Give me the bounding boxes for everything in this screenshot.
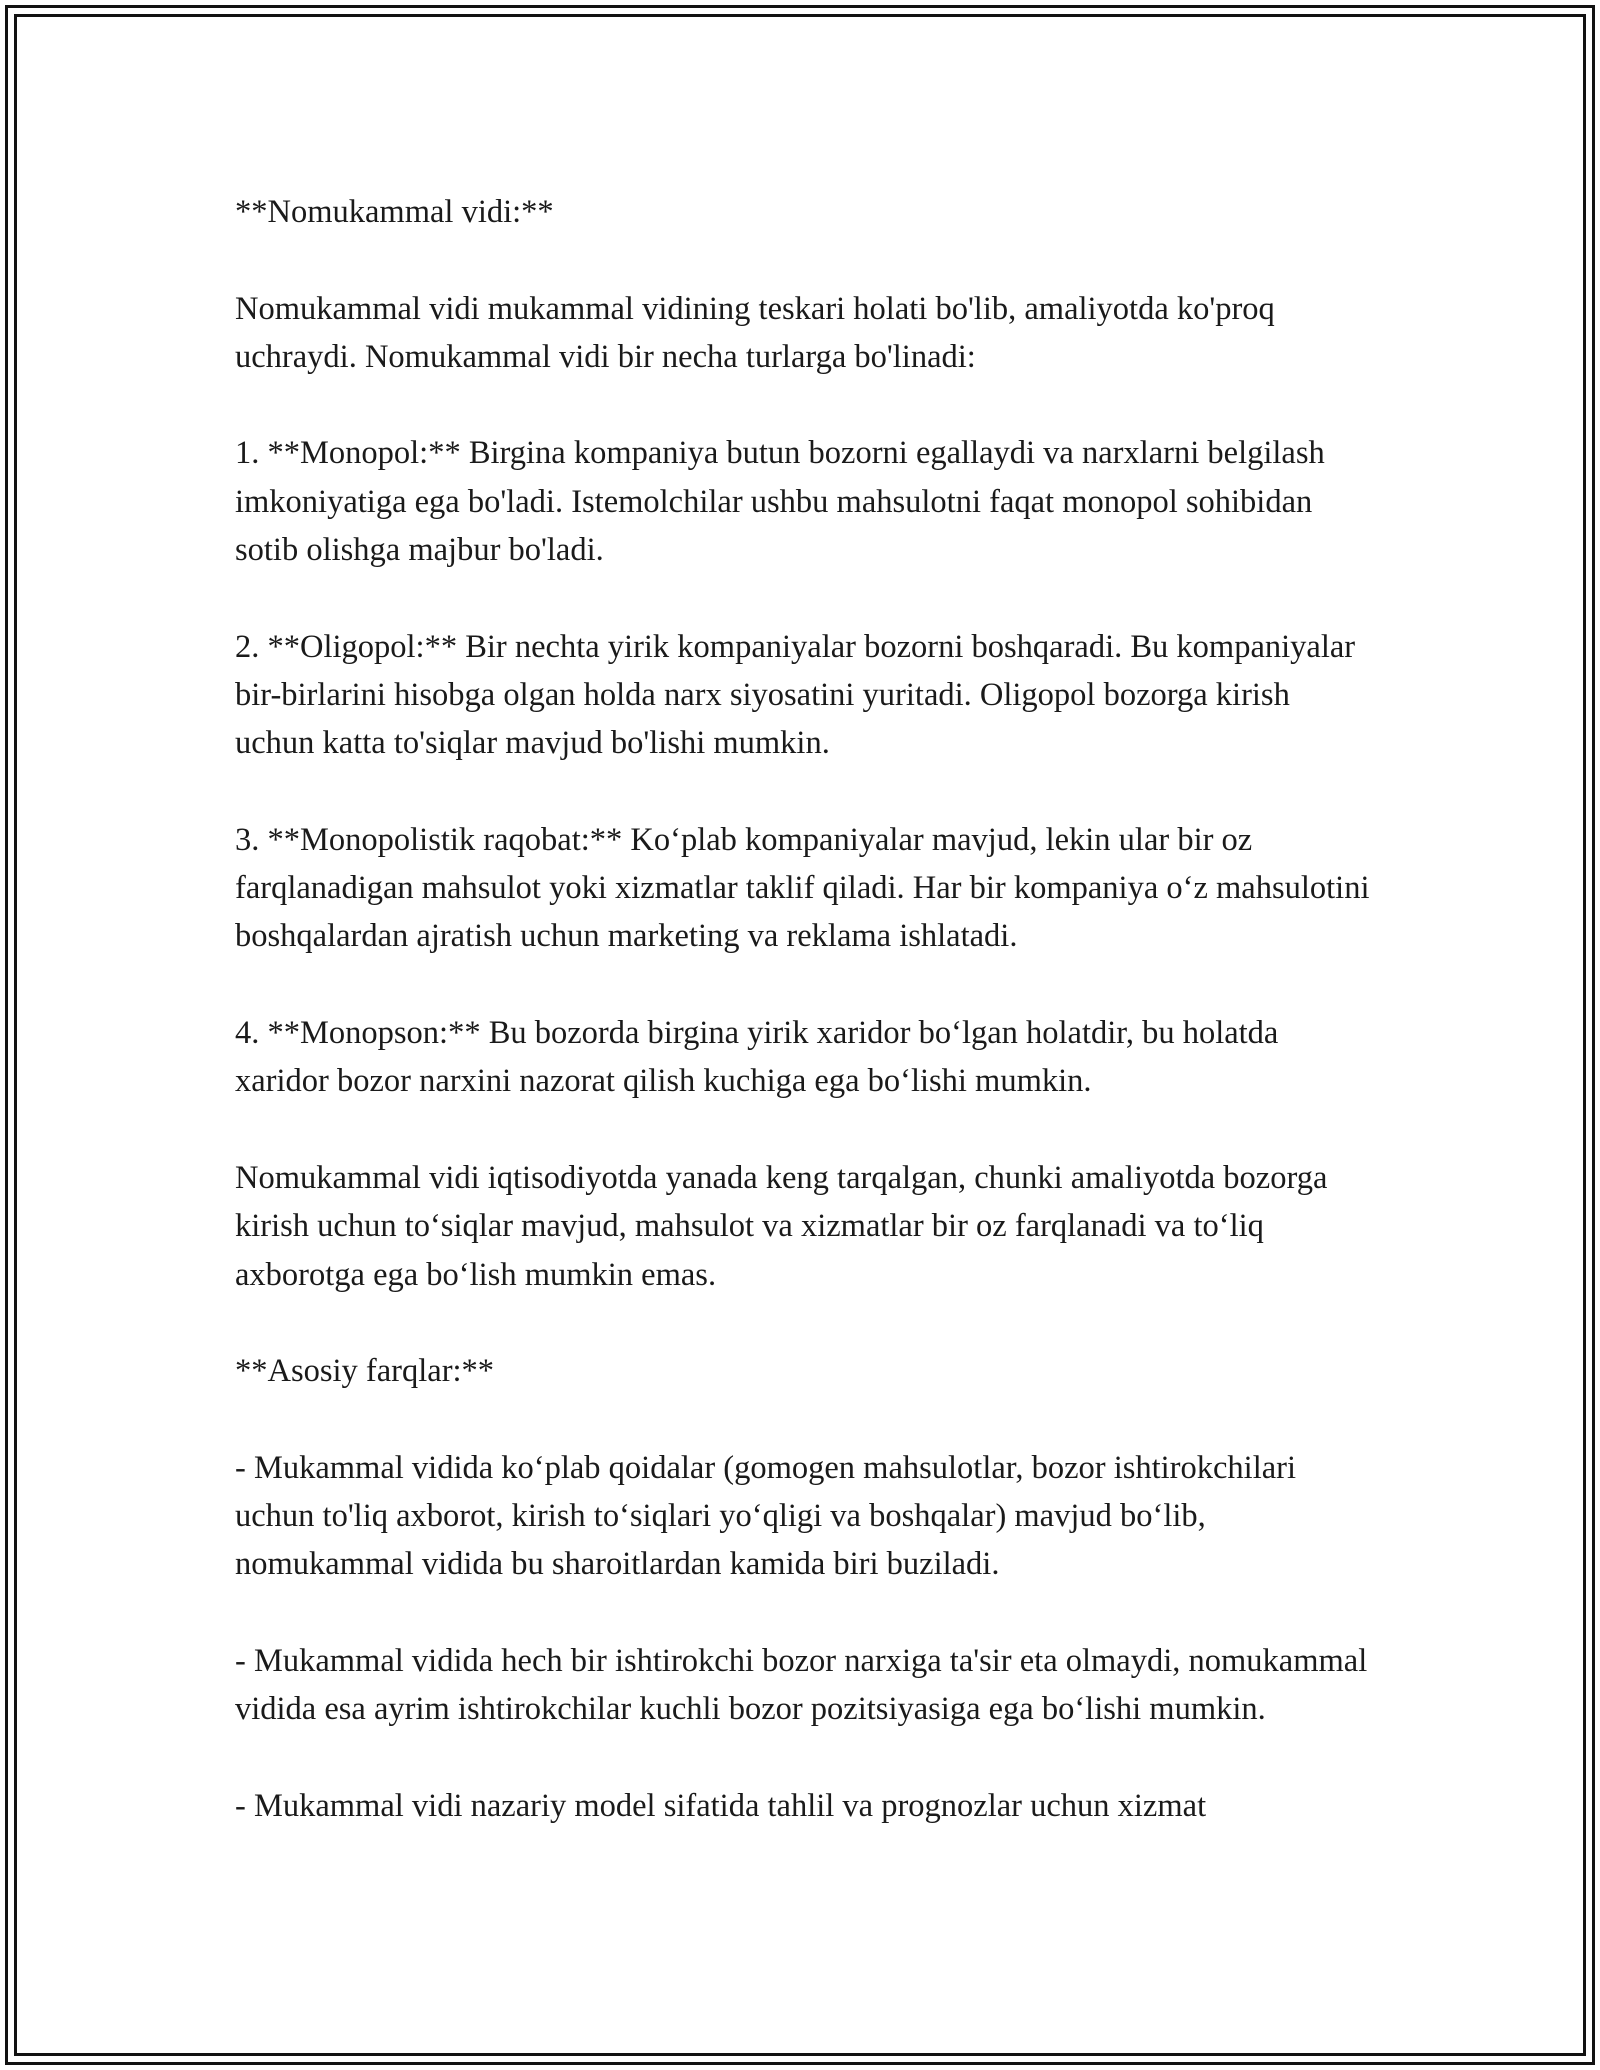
- list-item-monopolistic-competition: 3. **Monopolistik raqobat:** Koʻplab kompaniyalar mavjud, lekin ular bir oz farqlanadigan mahsulot yoki xizmatlar taklif qiladi. Har bir kompaniya oʻz mahsulotini boshqalardan ajratish uchun marketing va reklama ishlatadi.: [235, 821, 1370, 955]
- difference-item-2: - Mukammal vidida hech bir ishtirokchi bozor narxiga ta'sir eta olmaydi, nomukammal vidida esa ayrim ishtirokchilar kuchli bozor pozitsiyasiga ega boʻlishi mumkin.: [235, 1642, 1368, 1728]
- difference-item-1: - Mukammal vidida koʻplab qoidalar (gomogen mahsulotlar, bozor ishtirokchilari uchun to'liq axborot, kirish toʻsiqlari yoʻqligi va boshqalar) mavjud boʻlib, nomukammal vidida bu sharoitlardan kamida biri buziladi.: [235, 1449, 1297, 1583]
- section-heading-differences: **Asosiy farqlar:**: [235, 1353, 495, 1390]
- summary-paragraph: Nomukammal vidi iqtisodiyotda yanada keng tarqalgan, chunki amaliyotda bozorga kirish uchun toʻsiqlar mavjud, mahsulot va xizmatlar bir oz farqlanadi va toʻliq axborotga ega boʻlish mumkin emas.: [235, 1159, 1328, 1293]
- list-item-monopsony: 4. **Monopson:** Bu bozorda birgina yirik xaridor boʻlgan holatdir, bu holatda xaridor bozor narxini nazorat qilish kuchiga ega boʻlishi mumkin.: [235, 1015, 1279, 1100]
- section-heading-imperfect: **Nomukammal vidi:**: [235, 194, 554, 230]
- list-item-monopoly: 1. **Monopol:** Birgina kompaniya butun bozorni egallaydi va narxlarni belgilash imkoniyatiga ega bo'ladi. Istemolchilar ushbu mahsulotni faqat monopol sohibidan sotib olishga majbur bo'ladi.: [235, 435, 1325, 569]
- document-body: [235, 188, 1375, 1878]
- intro-paragraph: Nomukammal vidi mukammal vidining teskari holati bo'lib, amaliyotda ko'proq uchraydi. Nomukammal vidi bir necha turlarga bo'linadi:: [235, 290, 1275, 375]
- list-item-oligopoly: 2. **Oligopol:** Bir nechta yirik kompaniyalar bozorni boshqaradi. Bu kompaniyalar bir-birlarini hisobga olgan holda narx siyosatini yuritadi. Oligopol bozorga kirish uchun katta to'siqlar mavjud bo'lishi mumkin.: [235, 628, 1356, 762]
- difference-item-3: - Mukammal vidi nazariy model sifatida tahlil va prognozlar uchun xizmat: [235, 1787, 1207, 1824]
